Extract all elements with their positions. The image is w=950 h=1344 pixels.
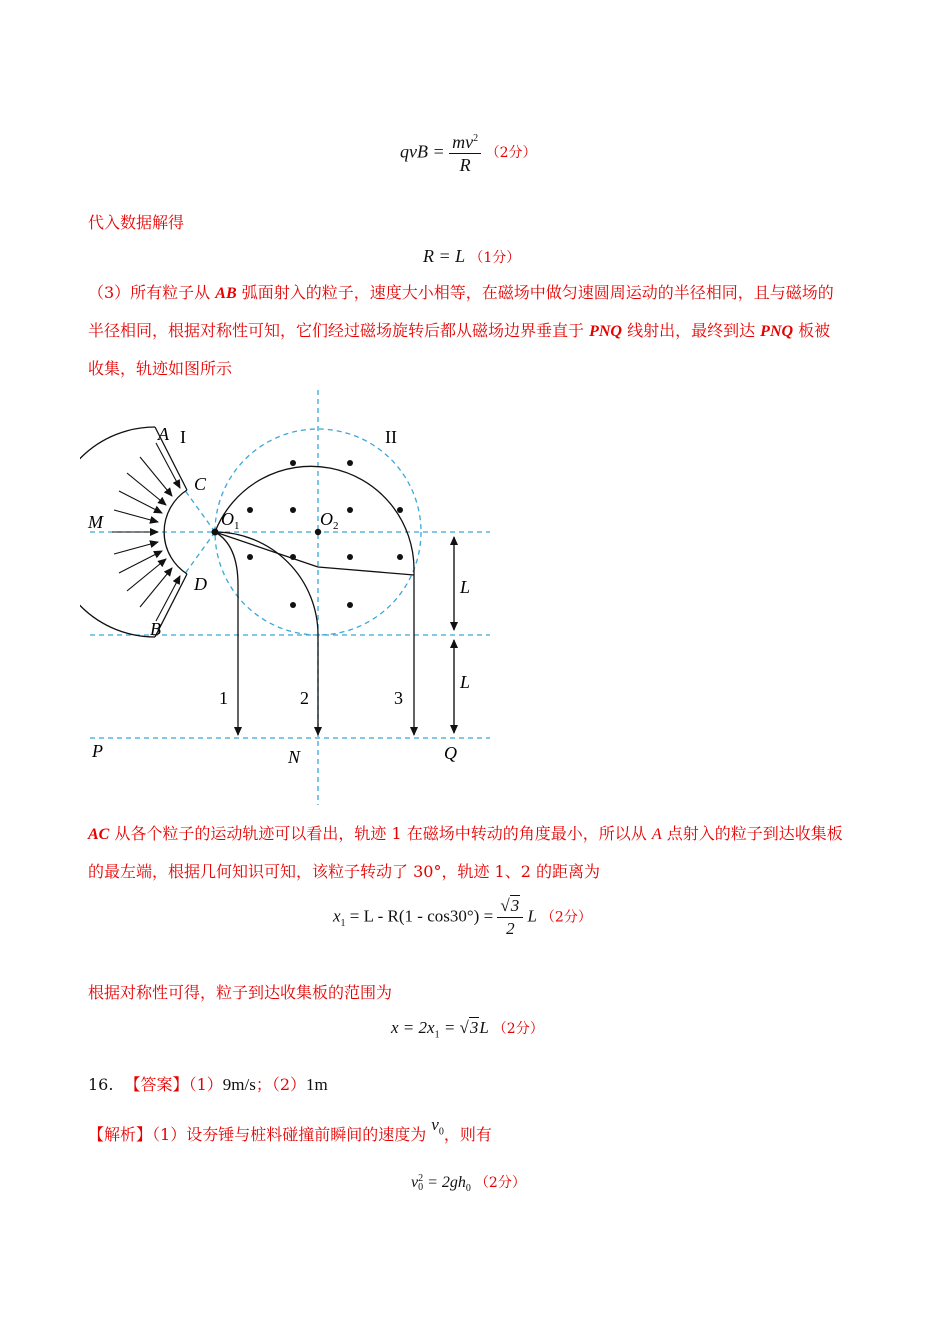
- equation-radius: [423, 246, 520, 267]
- trajectory-3: [215, 466, 414, 735]
- answer-tag: 【答案】: [124, 1075, 189, 1094]
- part3-line1: （3）所有粒子从 AB 弧面射入的粒子，速度大小相等，在磁场中做匀速圆周运动的半径相同，且与磁场的: [88, 283, 834, 302]
- answer-part1-label: （1）: [188, 1075, 223, 1094]
- equation-x-range: $x = 2x_1 = √3L$ （2分）: [391, 1018, 544, 1041]
- label-O1: $O_1$: [221, 509, 240, 532]
- eq1-den: R: [459, 155, 471, 175]
- label-P: P: [92, 741, 103, 761]
- equation-free-fall: v 2 0 = $2gh_0$ （2分）: [411, 1173, 526, 1195]
- eq2-text: R = L: [423, 246, 465, 266]
- label-I: I: [180, 427, 186, 447]
- analysis-line: 【解析】（1）设夯锤与桩料碰撞前瞬间的速度为 $v_0$，则有: [88, 1115, 492, 1144]
- eq3-score: （2分）: [540, 909, 592, 926]
- part3-line2: 半径相同，根据对称性可知，它们经过磁场旋转后都从磁场边界垂直于 PNQ 线射出，最终到达 PNQ 板被: [88, 321, 831, 340]
- eq1-fraction: [449, 128, 481, 176]
- radius-line-1: [215, 532, 318, 567]
- eq1-score: （2分）: [485, 145, 537, 161]
- answer-part1-value: 9m/s: [222, 1075, 256, 1094]
- label-M: M: [88, 512, 103, 532]
- label-trajectory-1: 1: [219, 688, 228, 708]
- eq1-lhs: qvB =: [400, 141, 445, 162]
- text-symmetry-range: 根据对称性可得，粒子到达收集板的范围为: [88, 983, 393, 1002]
- eq5-score: （2分）: [474, 1175, 526, 1191]
- label-L-lower: L: [460, 672, 471, 692]
- dashed-O1-D: [184, 532, 215, 575]
- dashed-guides: [90, 390, 490, 805]
- paragraph-analysis-AC: [88, 815, 878, 890]
- para4-line1: AC 从各个粒子的运动轨迹可以看出，轨迹 1 在磁场中转动的角度最小，所以从 A 点射入的粒子到达收集板: [88, 824, 843, 843]
- label-II: II: [385, 427, 397, 447]
- paragraph-part3: [88, 274, 878, 387]
- label-N: N: [288, 747, 301, 767]
- answer-part2-label: （2）: [271, 1075, 307, 1094]
- equation-x1: $x_1 = L - R(1 - \cos 30^\circ)$ = $\frac{√3}{2}$ L （2分）: [333, 896, 592, 938]
- dashed-O1-C: [184, 489, 215, 532]
- accelerator-arrows: [112, 443, 180, 621]
- q16-answer-line: 16. 【答案】（1）9m/s；（2）1m: [88, 1075, 328, 1094]
- eq1-num-sup: 2: [473, 133, 479, 144]
- analysis-tag: 【解析】: [88, 1125, 153, 1144]
- label-trajectory-2: 2: [300, 688, 309, 708]
- label-O2: $O_2$: [320, 509, 339, 532]
- label-B: B: [150, 619, 161, 639]
- answer-part2-value: 1m: [306, 1075, 328, 1094]
- label-C: C: [194, 474, 207, 494]
- radius-line-2: [318, 567, 414, 575]
- label-A: A: [158, 424, 169, 444]
- label-trajectory-3: 3: [394, 688, 403, 708]
- q16-number: 16.: [88, 1075, 114, 1094]
- field-dots: [212, 460, 404, 608]
- para4-line2: 的最左端，根据几何知识可知，该粒子转动了 30°，轨迹 1、2 的距离为: [88, 862, 600, 881]
- trajectories: [215, 466, 414, 735]
- equation-lorentz-force: [400, 128, 537, 176]
- eq1-num: mv: [452, 132, 474, 152]
- label-D: D: [194, 574, 207, 594]
- eq3-fraction: $\frac{√3}{2}$: [497, 895, 523, 940]
- part3-line3: 收集，轨迹如图所示: [88, 359, 233, 378]
- eq2-score: （1分）: [469, 250, 521, 266]
- label-Q: Q: [444, 743, 457, 763]
- text-substitute: 代入数据解得: [88, 213, 185, 232]
- trajectory-figure: [80, 385, 500, 810]
- eq4-score: （2分）: [492, 1021, 544, 1037]
- label-L-upper: L: [460, 577, 471, 597]
